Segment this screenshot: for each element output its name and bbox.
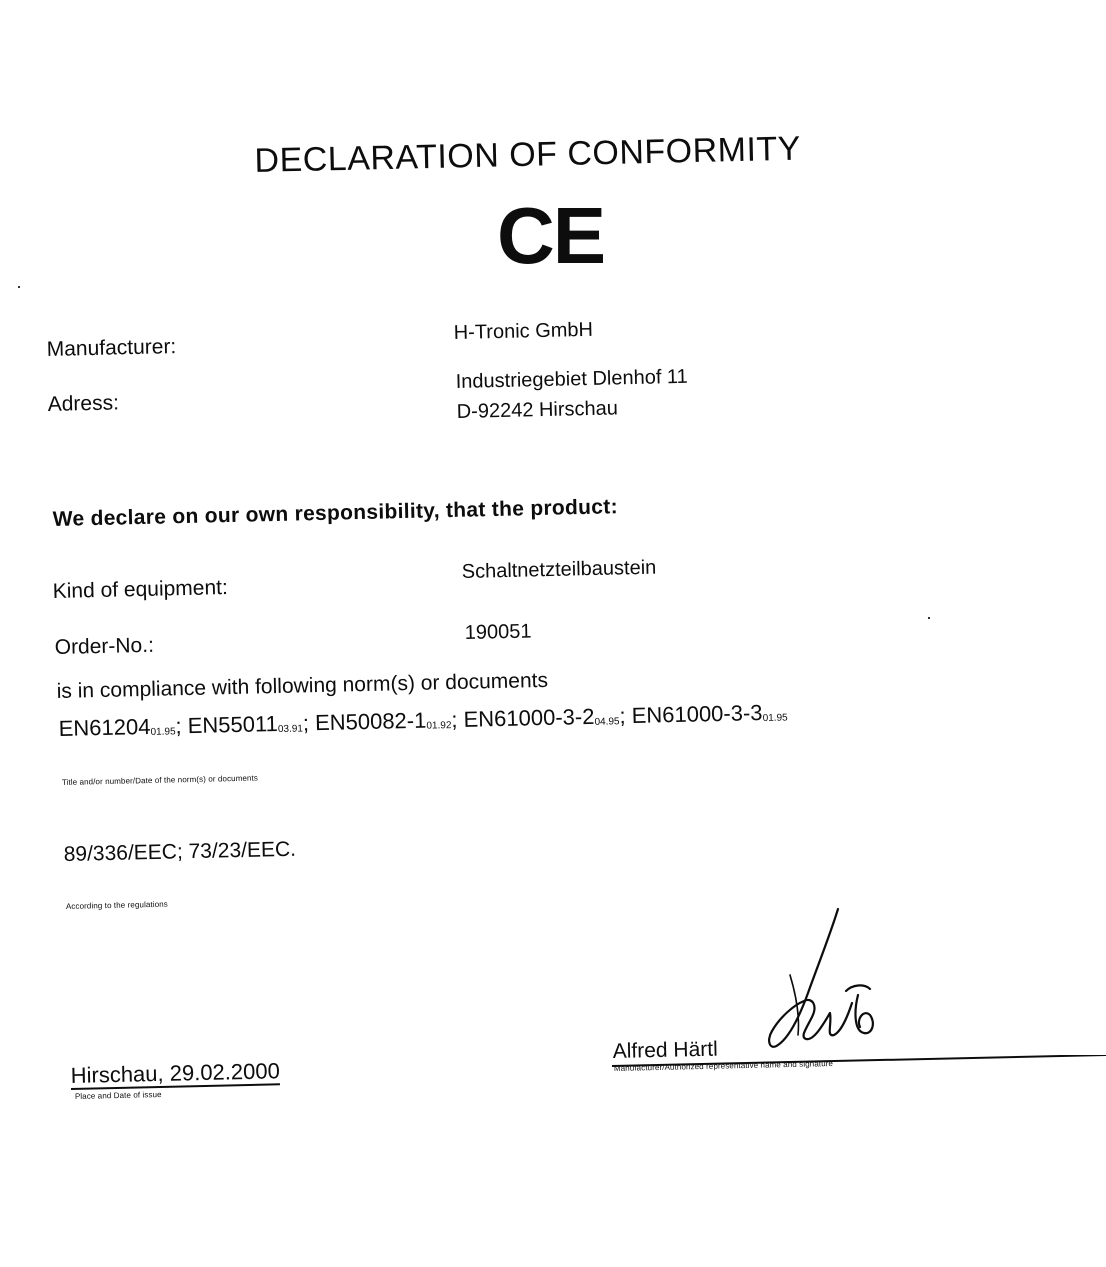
norm-date: 01.92 (426, 720, 452, 732)
regulations: 89/336/EEC; 73/23/EEC. (63, 837, 297, 867)
ce-mark: CE (497, 191, 605, 280)
norm-code: EN61204 (58, 713, 151, 742)
place-date-caption: Place and Date of issue (74, 1090, 162, 1101)
address-line-2: D-92242 Hirschau (456, 397, 619, 424)
address-label: Adress: (47, 391, 120, 417)
scan-speck (18, 286, 20, 288)
order-label: Order-No.: (54, 633, 155, 660)
scan-speck (928, 617, 930, 619)
order-value: 190051 (464, 620, 532, 645)
signature-image (760, 905, 880, 1055)
signer-caption: Manufacturer/Authorized representative name and signature (613, 1059, 834, 1073)
norm-code: EN61000-3-2 (463, 703, 595, 732)
manufacturer-value: H-Tronic GmbH (453, 318, 594, 345)
signer-name: Alfred Härtl (612, 1037, 718, 1064)
equipment-value: Schaltnetzteilbaustein (461, 556, 657, 584)
address-line-1: Industriegebiet Dlenhof 11 (455, 365, 688, 394)
place-date-block (70, 1058, 280, 1089)
regulations-caption: According to the regulations (65, 899, 168, 911)
compliance-text: is in compliance with following norm(s) or documents (56, 668, 549, 704)
norm-date: 03.91 (277, 723, 304, 736)
equipment-label: Kind of equipment: (52, 576, 229, 604)
norm-date: 01.95 (150, 726, 176, 738)
document-title: DECLARATION OF CONFORMITY (254, 129, 802, 181)
norm-code: EN61000-3-3 (631, 700, 763, 728)
place-date: Hirschau, 29.02.2000 (70, 1058, 281, 1089)
norm-date: 01.95 (762, 712, 788, 725)
declaration-statement: We declare on our own responsibility, that the product: (52, 495, 619, 532)
manufacturer-label: Manufacturer: (46, 335, 177, 362)
norms-caption: Title and/or number/Date of the norm(s) or documents (61, 773, 259, 787)
norm-code: EN55011 (187, 711, 279, 739)
norm-code: EN50082-1 (314, 707, 427, 736)
norms-list: $EN61204_{01.95}$; $EN55011_{03.91}$; $EN50082-1_{01.92}$; $EN61000-3-2_{04.95}$; $EN61000-3-3_{01.95}$ (58, 700, 788, 742)
norm-date: 04.95 (594, 716, 620, 728)
